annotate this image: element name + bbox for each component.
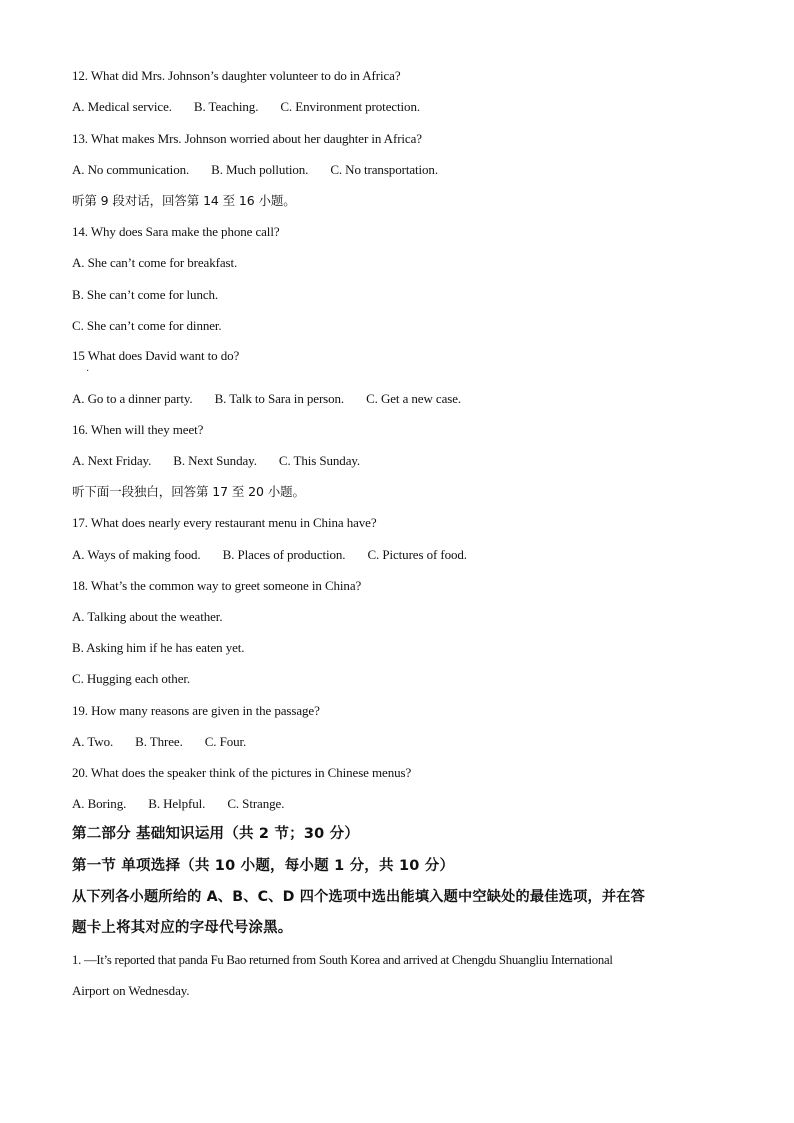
option-a: A. Go to a dinner party.	[72, 391, 193, 406]
option-c: C. Environment protection.	[280, 99, 421, 114]
question-17-options	[72, 547, 467, 563]
question-12-stem: 12. What did Mrs. Johnson’s daughter volunteer to do in Africa?	[72, 68, 401, 83]
question-16-options	[72, 453, 360, 469]
question-19-stem: 19. How many reasons are given in the passage?	[72, 703, 320, 718]
question-17-stem: 17. What does nearly every restaurant menu in China have?	[72, 515, 377, 530]
option-c: C. This Sunday.	[278, 453, 361, 468]
question-1-line-2: Airport on Wednesday.	[72, 983, 190, 998]
question-18-option-c: C. Hugging each other.	[72, 671, 191, 686]
option-b: B. Helpful.	[148, 796, 206, 811]
question-14-option-c: C. She can’t come for dinner.	[72, 318, 222, 333]
question-14-stem: 14. Why does Sara make the phone call?	[72, 224, 280, 239]
option-c: C. Four.	[204, 734, 247, 749]
question-15-stem: 15 What does David want to do?	[72, 348, 240, 363]
option-a: A. Ways of making food.	[72, 547, 201, 562]
option-b: B. Talk to Sara in person.	[214, 391, 345, 406]
question-13-stem: 13. What makes Mrs. Johnson worried about her daughter in Africa?	[72, 131, 422, 146]
question-20-stem: 20. What does the speaker think of the pictures in Chinese menus?	[72, 765, 412, 780]
option-c: C. Strange.	[227, 796, 285, 811]
question-14-option-a: A. She can’t come for breakfast.	[72, 255, 238, 270]
question-1-line-1: 1. —It’s reported that panda Fu Bao returned from South Korea and arrived at Chengdu Shuangliu International	[72, 953, 613, 967]
question-14-option-b: B. She can’t come for lunch.	[72, 287, 219, 302]
option-a: A. Next Friday.	[72, 453, 152, 468]
listening-instruction-9: 听第 9 段对话，回答第 14 至 16 小题。	[72, 193, 296, 208]
directions-line-1: 从下列各小题所给的 A、B、C、D 四个选项中选出能填入题中空缺处的最佳选项，并在答	[72, 889, 646, 905]
section-1-heading: 第一节 单项选择（共 10 小题，每小题 1 分，共 10 分）	[72, 858, 455, 874]
stray-dot-mark: ·	[86, 366, 90, 377]
option-c: C. Pictures of food.	[367, 547, 467, 562]
question-18-option-a: A. Talking about the weather.	[72, 609, 223, 624]
option-c: C. No transportation.	[330, 162, 438, 177]
option-a: A. Boring.	[72, 796, 127, 811]
option-b: B. Next Sunday.	[173, 453, 257, 468]
question-12-options	[72, 99, 420, 115]
option-a: A. Two.	[72, 734, 114, 749]
part-2-heading: 第二部分 基础知识运用（共 2 节；30 分）	[72, 826, 360, 842]
option-a: A. No communication.	[72, 162, 190, 177]
option-c: C. Get a new case.	[366, 391, 462, 406]
question-19-options	[72, 734, 246, 750]
option-a: A. Medical service.	[72, 99, 172, 114]
option-b: B. Much pollution.	[211, 162, 309, 177]
question-16-stem: 16. When will they meet?	[72, 422, 204, 437]
listening-instruction-10: 听下面一段独白，回答第 17 至 20 小题。	[72, 484, 305, 499]
question-18-stem: 18. What’s the common way to greet someone in China?	[72, 578, 362, 593]
option-b: B. Three.	[135, 734, 183, 749]
question-20-options	[72, 796, 284, 812]
option-b: B. Places of production.	[222, 547, 346, 562]
option-b: B. Teaching.	[193, 99, 259, 114]
question-13-options	[72, 162, 438, 178]
directions-line-2: 题卡上将其对应的字母代号涂黑。	[72, 920, 293, 936]
question-15-options	[72, 391, 461, 407]
question-18-option-b: B. Asking him if he has eaten yet.	[72, 640, 245, 655]
